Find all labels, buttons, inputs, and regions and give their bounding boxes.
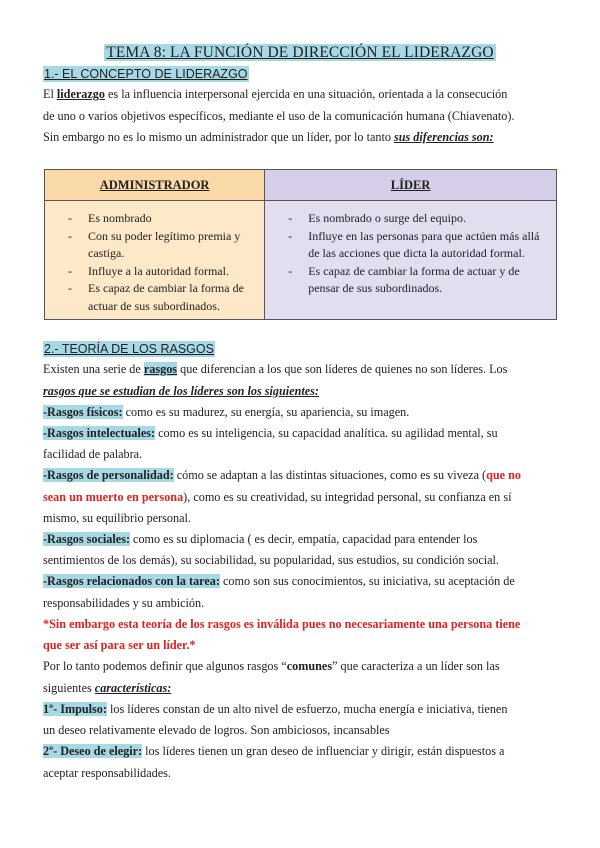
rasgos-fisicos: -Rasgos físicos: como es su madurez, su energía, su apariencia, su imagen.	[43, 405, 410, 419]
list-item: - Influye en las personas para que actúen más allá de las acciones que dicta la autoridad formal.	[308, 228, 547, 263]
section2-intro-line2: rasgos que se estudian de los líderes son los siguientes:	[43, 384, 319, 398]
lider-list	[266, 210, 555, 298]
term-liderazgo: liderazgo	[56, 87, 105, 101]
conclusion-line2: siguientes características:	[43, 681, 172, 695]
rasgos-personalidad-line3: mismo, su equilibrio personal.	[43, 511, 191, 525]
caracteristica-deseo-line2: aceptar responsabilidades.	[43, 766, 171, 780]
section1-paragraph-line1: El liderazgo es la influencia interpersonal ejercida en una situación, orientada a la consecución	[43, 87, 508, 101]
administrador-header: ADMINISTRADOR	[45, 170, 265, 201]
list-item: - Influye a la autoridad formal.	[88, 263, 255, 281]
lider-header: LÍDER	[265, 170, 557, 201]
section2-heading: 2.- TEORÍA DE LOS RASGOS	[44, 342, 214, 356]
list-item: - Es nombrado	[88, 210, 255, 228]
section1-paragraph-line3: Sin embargo no es lo mismo un administrador que un líder, por lo tanto sus diferencias son:	[43, 130, 494, 144]
rasgos-intelectuales-line2: facilidad de palabra.	[43, 447, 143, 461]
rasgos-personalidad-line2: sean un muerto en persona), como es su creatividad, su integridad personal, su confianza en sí	[43, 490, 512, 504]
administrador-list	[46, 210, 263, 315]
rasgos-personalidad: -Rasgos de personalidad: cómo se adaptan a las distintas situaciones, como es su viveza (que no	[43, 468, 521, 482]
section2-intro-line1: Existen una serie de rasgos que diferencian a los que son líderes de quienes no son líderes. Los	[43, 362, 508, 376]
list-item: - Es capaz de cambiar la forma de actuar y de pensar de sus subordinados.	[308, 263, 547, 298]
section1-heading: 1.- EL CONCEPTO DE LIDERAZGO	[44, 67, 248, 81]
rasgos-sociales-line2: sentimientos de los demás), su sociabilidad, su popularidad, sus estudios, su condición social.	[43, 553, 499, 567]
caracteristica-impulso: 1º- Impulso: los líderes constan de un alto nivel de esfuerzo, mucha energía e iniciativa, tienen	[43, 702, 508, 716]
list-item: - Es capaz de cambiar la forma de actuar de sus subordinados.	[88, 280, 255, 315]
rasgos-tarea: -Rasgos relacionados con la tarea: como son sus conocimientos, su iniciativa, su aceptación de	[43, 574, 515, 588]
administrador-cell	[45, 201, 265, 320]
document-title: TEMA 8: LA FUNCIÓN DE DIRECCIÓN EL LIDERAZGO	[106, 44, 494, 61]
conclusion-line1: Por lo tanto podemos definir que algunos rasgos “comunes” que caracteriza a un líder son las	[43, 659, 500, 673]
caracteristica-deseo: 2º- Deseo de elegir: los líderes tienen un gran deseo de influenciar y dirigir, están dispuestos a	[43, 744, 505, 758]
rasgos-sociales: -Rasgos sociales: como es su diplomacia ( es decir, empatía, capacidad para entender los	[43, 532, 478, 546]
rasgos-tarea-line2: responsabilidades y su ambición.	[43, 596, 205, 610]
warning-note: *Sin embargo esta teoría de los rasgos es inválida pues no necesariamente una persona tiene	[43, 617, 521, 631]
caracteristica-impulso-line2: un deseo relativamente elevado de logros. Son ambiciosos, incansables	[43, 723, 390, 737]
comparison-table	[44, 169, 557, 320]
term-rasgos: rasgos	[143, 362, 178, 376]
list-item: - Es nombrado o surge del equipo.	[308, 210, 547, 228]
rasgos-intelectuales: -Rasgos intelectuales: como es su inteligencia, su capacidad analítica. su agilidad mental, su	[43, 426, 498, 440]
section1-paragraph-line2: de uno o varios objetivos específicos, mediante el uso de la comunicación humana (Chiavenato).	[43, 109, 515, 123]
lider-cell	[265, 201, 557, 320]
list-item: - Con su poder legítimo premia y castiga.	[88, 228, 255, 263]
warning-note-line2: que ser así para ser un líder.*	[43, 638, 196, 652]
